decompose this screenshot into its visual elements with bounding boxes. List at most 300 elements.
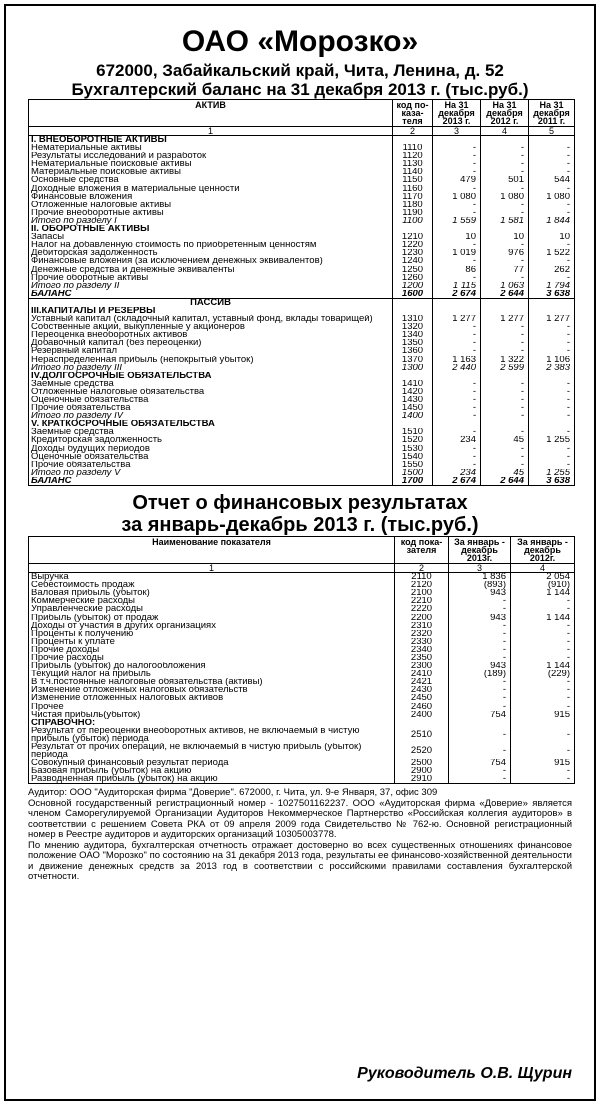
balance-title: Бухгалтерский баланс на 31 декабря 2013 г. (тыс.руб.) [71, 80, 529, 99]
colnum: 1 [29, 127, 393, 136]
cell-2012: 45 [481, 436, 529, 444]
table-row [29, 282, 575, 290]
cell-2011: - [529, 185, 575, 193]
balance-colnum-row [29, 127, 575, 136]
row-code: 1510 [393, 428, 433, 436]
colnum: 5 [529, 127, 575, 136]
report-title-2: за январь-декабрь 2013 г. (тыс.руб.) [121, 514, 479, 537]
table-row [29, 233, 575, 241]
cell-2013: - [433, 257, 481, 265]
cell-2011: 1 080 [529, 193, 575, 201]
cell-2012: - [481, 347, 529, 355]
report-title-1: Отчет о финансовых результатах [132, 492, 468, 515]
row-label: Себестоимость продаж [31, 581, 135, 590]
cell-2012: 1 063 [481, 282, 529, 290]
table-row [29, 152, 575, 160]
balance-table-wrap [28, 99, 572, 486]
row-label: Чистая прибыль(убыток) [31, 710, 141, 719]
row-label: БАЛАНС [29, 290, 393, 299]
report-table-wrap [28, 536, 572, 784]
cell-2013: - [449, 703, 511, 711]
row-label: Материальные поисковые активы [31, 168, 181, 177]
cell-2012: - [481, 274, 529, 282]
table-row [29, 274, 575, 282]
cell-2011 [529, 225, 575, 233]
row-label: ПАССИВ [190, 298, 231, 307]
cell-2011: - [529, 144, 575, 152]
table-row [29, 396, 575, 404]
cell-2012: - [511, 743, 575, 759]
row-code: 1550 [393, 461, 433, 469]
row-code [393, 136, 433, 145]
row-label: Прибыль (убыток) от продаж [31, 613, 159, 622]
table-row [29, 412, 575, 420]
table-row [29, 436, 575, 444]
row-code: 1410 [393, 380, 433, 388]
row-code: 1140 [393, 168, 433, 176]
cell-2013: - [449, 646, 511, 654]
cell-2011: - [529, 209, 575, 217]
auditor-line-3: По мнению аудитора, бухгалтерская отчетность отражает достоверно во всех существенных отношениях финансовое положение ОАО "Морозко" по состоянию на 31 декабря 2013 года, результаты ее финансово-хозяйственной деятельности и движение денежных средств за 2013 год в соответствии с российскими правилами составления бухгалтерской отчетности. [28, 839, 572, 883]
row-label: Совокупный финансовый результат периода [31, 759, 229, 768]
table-row [29, 694, 575, 702]
cell-2013: - [433, 241, 481, 249]
table-row [29, 420, 575, 428]
row-label: V. КРАТКОСРОЧНЫЕ ОБЯЗАТЕЛЬСТВА [31, 420, 215, 429]
cell-2013 [433, 298, 481, 307]
cell-2012: - [481, 241, 529, 249]
row-code: 1420 [393, 388, 433, 396]
row-label: Базовая прибыль (убыток) на акцию [31, 767, 192, 776]
cell-2013: 2 440 [433, 364, 481, 372]
table-row [29, 217, 575, 225]
row-label: Управленческие расходы [31, 605, 143, 614]
cell-2011: - [529, 412, 575, 420]
row-label: Заемные средства [31, 428, 114, 437]
cell-2011: - [529, 323, 575, 331]
cell-2013: - [433, 347, 481, 355]
row-label: Прибыль (убыток) до налогообложения [31, 662, 206, 671]
cell-2013: - [449, 743, 511, 759]
row-code: 2330 [395, 638, 449, 646]
row-code: 1400 [393, 412, 433, 420]
row-label: Доходные вложения в материальные ценности [31, 184, 240, 193]
row-label: Текущий налог на прибыль [31, 670, 151, 679]
row-code: 1300 [393, 364, 433, 372]
cell-2012: 976 [481, 249, 529, 257]
table-row [29, 453, 575, 461]
cell-2012: - [481, 168, 529, 176]
row-label: Результат от прочих операций, не включаемый в чистую прибыль (убыток) периода [31, 743, 362, 760]
table-row [29, 176, 575, 184]
table-row [29, 614, 575, 622]
cell-2012: - [481, 339, 529, 347]
row-label: СПРАВОЧНО: [31, 718, 96, 727]
row-label: Итого по разделу IV [31, 412, 124, 421]
row-code: 1540 [393, 453, 433, 461]
row-code: 2520 [395, 743, 449, 759]
row-label: Прочие доходы [31, 645, 100, 654]
row-code: 1530 [393, 445, 433, 453]
table-row [29, 775, 575, 784]
cell-2012: 2 599 [481, 364, 529, 372]
cell-2011: - [529, 428, 575, 436]
cell-2011: 1 255 [529, 469, 575, 477]
table-row [29, 573, 575, 582]
cell-2013: 2 674 [433, 477, 481, 486]
row-code: 1190 [393, 209, 433, 217]
cell-2012: (229) [511, 670, 575, 678]
row-label: IV.ДОЛГОСРОЧНЫЕ ОБЯЗАТЕЛЬСТВА [31, 371, 212, 380]
table-row [29, 380, 575, 388]
cell-2012: - [481, 209, 529, 217]
cell-2013: - [433, 412, 481, 420]
table-row [29, 711, 575, 719]
table-row [29, 638, 575, 646]
row-label: Заемные средства [31, 379, 114, 388]
cell-2013 [433, 307, 481, 315]
cell-2012: 77 [481, 266, 529, 274]
table-row [29, 743, 575, 759]
row-label: Нематериальные поисковые активы [31, 160, 192, 169]
row-code: 2450 [395, 694, 449, 702]
table-row [29, 678, 575, 686]
row-code: 1260 [393, 274, 433, 282]
row-code: 2210 [395, 597, 449, 605]
auditor-line-2: Основной государственный регистрационный номер - 1027501162237. ООО «Аудиторская фирма «Доверие» является членом Саморегулируемой Организации Аудиторов Некоммерческое Партнерство «Российская коллегия аудиторов» в соответствии с решением Совета РКА от 09 апреля 2009 года Свидетельство № 762-ю. Основной регистрационный номер в Реестре аудиторов и аудиторских организаций 10305003778. [28, 797, 572, 841]
cell-2011: - [529, 380, 575, 388]
table-row [29, 622, 575, 630]
row-label: Изменение отложенных налоговых активов [31, 694, 224, 703]
cell-2013: - [433, 201, 481, 209]
row-label: Денежные средства и денежные эквиваленты [31, 265, 235, 274]
cell-2012: - [511, 694, 575, 702]
cell-2012: - [481, 323, 529, 331]
row-label: Уставный капитал (складочный капитал, уставный фонд, вклады товарищей) [31, 315, 373, 324]
table-row [29, 428, 575, 436]
cell-2012 [481, 372, 529, 380]
row-code: 1520 [393, 436, 433, 444]
row-label: Разводненная прибыль (убыток) на акцию [31, 775, 218, 784]
row-code [393, 298, 433, 307]
row-label: Нематериальные активы [31, 144, 142, 153]
cell-2012: - [511, 605, 575, 613]
row-label: Проценты к получению [31, 629, 134, 638]
cell-2012: 915 [511, 759, 575, 767]
table-row [29, 209, 575, 217]
cell-2013: - [449, 622, 511, 630]
colnum: 3 [433, 127, 481, 136]
cell-2012: 2 644 [481, 290, 529, 299]
cell-2012: - [511, 638, 575, 646]
row-code: 1700 [393, 477, 433, 486]
table-row [29, 249, 575, 257]
row-code [393, 225, 433, 233]
cell-2011: - [529, 388, 575, 396]
colnum: 2 [393, 127, 433, 136]
row-code: 1210 [393, 233, 433, 241]
cell-2012: - [481, 453, 529, 461]
cell-2011: 1 844 [529, 217, 575, 225]
row-code: 2110 [395, 573, 449, 582]
balance-col-name: АКТИВ [29, 100, 393, 127]
row-code: 1320 [393, 323, 433, 331]
table-row [29, 605, 575, 613]
table-row [29, 225, 575, 233]
cell-2011: 2 383 [529, 364, 575, 372]
row-code: 1200 [393, 282, 433, 290]
row-code: 2200 [395, 614, 449, 622]
table-row [29, 630, 575, 638]
cell-2013: 1 277 [433, 315, 481, 323]
cell-2012: - [481, 380, 529, 388]
table-row [29, 307, 575, 315]
row-code: 2300 [395, 662, 449, 670]
row-label: Результаты исследований и разработок [31, 152, 207, 161]
row-code: 1220 [393, 241, 433, 249]
row-code: 1450 [393, 404, 433, 412]
cell-2013: - [433, 461, 481, 469]
cell-2013: 1 163 [433, 356, 481, 364]
cell-2011 [529, 298, 575, 307]
report-col-2012: За январь - декабрь 2012г. [511, 537, 575, 564]
row-code: 1340 [393, 331, 433, 339]
row-code [393, 420, 433, 428]
cell-2012: - [511, 646, 575, 654]
row-code: 2510 [395, 727, 449, 743]
cell-2013: 86 [433, 266, 481, 274]
table-row [29, 461, 575, 469]
row-label: БАЛАНС [31, 476, 72, 486]
row-code [395, 719, 449, 727]
cell-2013: - [433, 445, 481, 453]
row-code: 1230 [393, 249, 433, 257]
cell-2011 [529, 420, 575, 428]
cell-2011: 3 638 [529, 290, 575, 299]
cell-2011: - [529, 461, 575, 469]
cell-2011: - [529, 339, 575, 347]
row-code: 1250 [393, 266, 433, 274]
row-label: Добавочный капитал (без переоценки) [31, 339, 202, 348]
table-row [29, 597, 575, 605]
cell-2012: 1 144 [511, 662, 575, 670]
row-label: Основные средства [31, 176, 119, 185]
cell-2012: - [481, 404, 529, 412]
cell-2012: - [511, 686, 575, 694]
cell-2011: - [529, 445, 575, 453]
report-col-2013: За январь - декабрь 2013г. [449, 537, 511, 564]
cell-2012: - [481, 160, 529, 168]
table-row [29, 445, 575, 453]
cell-2012: - [511, 654, 575, 662]
cell-2013: - [433, 160, 481, 168]
row-code [393, 372, 433, 380]
row-code: 1430 [393, 396, 433, 404]
cell-2011: - [529, 160, 575, 168]
row-code: 1240 [393, 257, 433, 265]
cell-2013: 754 [449, 711, 511, 719]
cell-2013: - [449, 605, 511, 613]
cell-2013: (893) [449, 581, 511, 589]
table-row [29, 290, 575, 299]
row-label: III.КАПИТАЛЫ И РЕЗЕРВЫ [31, 306, 156, 316]
cell-2013: - [433, 453, 481, 461]
table-row [29, 193, 575, 201]
cell-2012: 1 581 [481, 217, 529, 225]
cell-2013: 1 836 [449, 573, 511, 582]
cell-2013: - [433, 380, 481, 388]
table-row [29, 331, 575, 339]
cell-2013: 2 674 [433, 290, 481, 299]
cell-2012: - [511, 678, 575, 686]
table-row [29, 241, 575, 249]
cell-2011: 1 794 [529, 282, 575, 290]
cell-2012 [511, 719, 575, 727]
cell-2013: - [433, 144, 481, 152]
cell-2012: - [511, 703, 575, 711]
cell-2012 [481, 136, 529, 145]
row-code: 2500 [395, 759, 449, 767]
cell-2012 [481, 420, 529, 428]
cell-2011: - [529, 404, 575, 412]
table-row [29, 160, 575, 168]
row-label: Итого по разделу I [31, 216, 117, 226]
table-row [29, 185, 575, 193]
table-row [29, 136, 575, 145]
cell-2011 [529, 136, 575, 145]
cell-2013: 479 [433, 176, 481, 184]
table-row [29, 719, 575, 727]
cell-2011: 1 106 [529, 356, 575, 364]
row-code: 2340 [395, 646, 449, 654]
row-label: Результат от переоценки внеоборотных активов, не включаемый в чистую прибыль (убыток) периода [31, 726, 360, 743]
cell-2012: 1 144 [511, 589, 575, 597]
cell-2012: - [511, 622, 575, 630]
table-row [29, 727, 575, 743]
row-label: Финансовые вложения (за исключением денежных эквивалентов) [31, 257, 323, 266]
balance-body [29, 136, 575, 486]
row-code: 1350 [393, 339, 433, 347]
row-label: Итого по разделу III [31, 363, 122, 372]
cell-2012: - [511, 727, 575, 743]
table-row [29, 703, 575, 711]
cell-2013: 10 [433, 233, 481, 241]
table-row [29, 257, 575, 265]
cell-2013: - [433, 209, 481, 217]
row-label: Прочие обязательства [31, 404, 131, 413]
row-code: 2120 [395, 581, 449, 589]
cell-2013: - [433, 396, 481, 404]
cell-2013: - [433, 274, 481, 282]
row-code: 1130 [393, 160, 433, 168]
cell-2013: 1 019 [433, 249, 481, 257]
cell-2013: 1 115 [433, 282, 481, 290]
balance-header-row [29, 100, 575, 127]
cell-2013: - [449, 727, 511, 743]
cell-2013: - [449, 597, 511, 605]
table-row [29, 759, 575, 767]
cell-2013: - [449, 694, 511, 702]
row-label: Изменение отложенных налоговых обязательств [31, 686, 248, 695]
cell-2013: - [449, 678, 511, 686]
report-colnum-row [29, 564, 575, 573]
cell-2012: - [481, 388, 529, 396]
row-label: Доходы от участия в других организациях [31, 621, 216, 630]
row-code: 2320 [395, 630, 449, 638]
table-row [29, 654, 575, 662]
row-label: Коммерческие расходы [31, 597, 136, 606]
colnum: 3 [449, 564, 511, 573]
colnum: 4 [481, 127, 529, 136]
cell-2013: 943 [449, 662, 511, 670]
cell-2011 [529, 372, 575, 380]
cell-2011: - [529, 274, 575, 282]
cell-2011: 10 [529, 233, 575, 241]
table-row [29, 339, 575, 347]
row-label: Резервный капитал [31, 347, 118, 356]
cell-2013: - [433, 331, 481, 339]
table-row [29, 364, 575, 372]
cell-2012: 501 [481, 176, 529, 184]
cell-2012: 2 054 [511, 573, 575, 582]
row-label: Прочие расходы [31, 653, 104, 663]
balance-col-2013: На 31 декабря 2013 г. [433, 100, 481, 127]
row-label: Выручка [31, 572, 69, 582]
row-code: 1160 [393, 185, 433, 193]
cell-2013: - [449, 630, 511, 638]
cell-2013: (189) [449, 670, 511, 678]
cell-2011: - [529, 453, 575, 461]
row-code: 2460 [395, 703, 449, 711]
cell-2011: - [529, 396, 575, 404]
report-body [29, 573, 575, 784]
cell-2012: - [481, 144, 529, 152]
row-code: 1310 [393, 315, 433, 323]
table-row [29, 469, 575, 477]
row-code: 1120 [393, 152, 433, 160]
cell-2012: - [481, 152, 529, 160]
row-code: 1100 [393, 217, 433, 225]
table-row [29, 662, 575, 670]
report-table [28, 536, 575, 784]
cell-2011: 544 [529, 176, 575, 184]
row-code: 2421 [395, 678, 449, 686]
row-label: I. ВНЕОБОРОТНЫЕ АКТИВЫ [31, 135, 167, 145]
table-row [29, 589, 575, 597]
cell-2012 [481, 225, 529, 233]
row-label: Итого по разделу V [31, 468, 121, 477]
cell-2012: - [511, 775, 575, 784]
table-row [29, 298, 575, 307]
cell-2013 [449, 719, 511, 727]
cell-2012: 10 [481, 233, 529, 241]
cell-2011: - [529, 347, 575, 355]
cell-2013: - [433, 388, 481, 396]
row-code: 1180 [393, 201, 433, 209]
cell-2012: - [511, 767, 575, 775]
cell-2013: - [449, 638, 511, 646]
cell-2012: - [481, 185, 529, 193]
row-label: В т.ч.постоянные налоговые обязательства (активы) [31, 678, 263, 687]
cell-2013: 234 [433, 469, 481, 477]
cell-2013 [433, 372, 481, 380]
table-row [29, 646, 575, 654]
colnum: 4 [511, 564, 575, 573]
cell-2013: - [433, 168, 481, 176]
signature: Руководитель О.В. Щурин [357, 1065, 572, 1082]
cell-2013: 1 080 [433, 193, 481, 201]
cell-2013: - [433, 185, 481, 193]
